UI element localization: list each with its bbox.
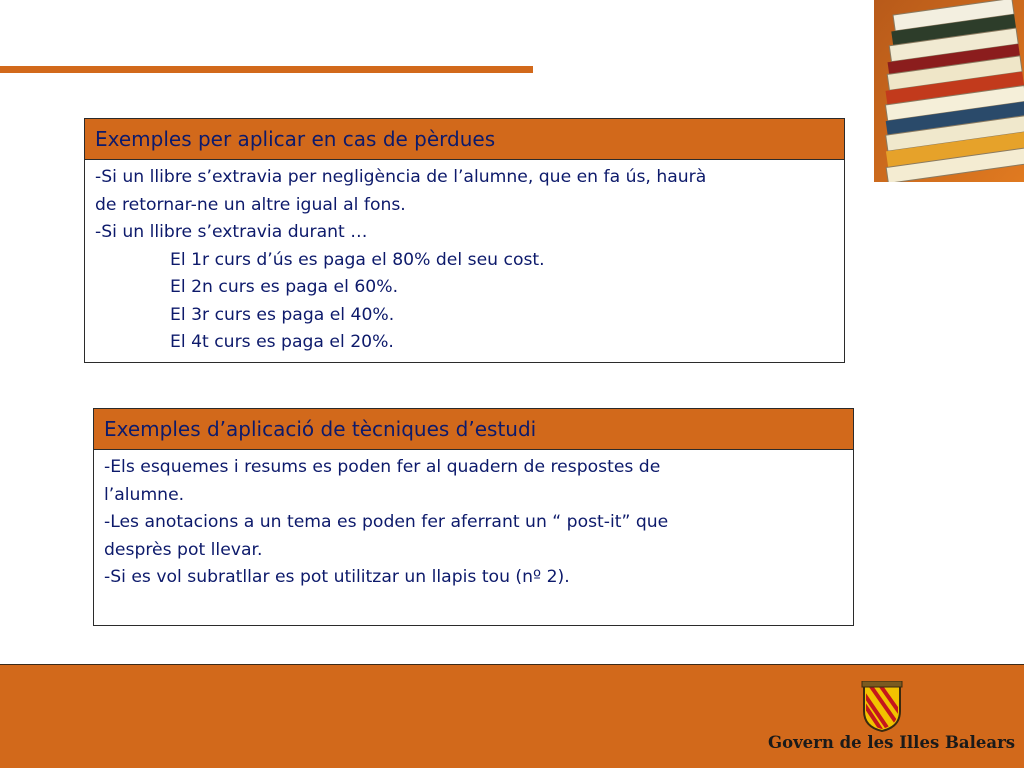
list-item: -Si un llibre s’extravia durant …	[95, 222, 368, 242]
list-item: El 2n curs es paga el 60%.	[170, 277, 399, 297]
stacked-books-icon	[874, 0, 1024, 182]
list-item: de retornar-ne un altre igual al fons.	[95, 194, 406, 215]
losses-examples-box	[84, 118, 845, 363]
study-techniques-box	[93, 408, 854, 626]
study-techniques-title: Exemples d’aplicació de tècniques d’estudi	[94, 409, 853, 450]
list-item: -Les anotacions a un tema es poden fer aferrant un “ post-it” que	[104, 512, 669, 532]
list-item: l’alumne.	[104, 484, 185, 505]
list-item: desprès pot llevar.	[104, 539, 263, 560]
list-item: -Si es vol subratllar es pot utilitzar un llapis tou (nº 2).	[104, 567, 570, 587]
top-accent-bar	[0, 66, 533, 73]
study-techniques-body	[94, 450, 853, 592]
list-item: El 3r curs es paga el 40%.	[170, 304, 395, 325]
losses-examples-body	[85, 160, 844, 357]
footer-bar	[0, 664, 1024, 768]
losses-examples-title: Exemples per aplicar en cas de pèrdues	[85, 119, 844, 160]
list-item: El 4t curs es paga el 20%.	[170, 332, 394, 352]
list-item: El 1r curs d’ús es paga el 80% del seu cost.	[170, 249, 545, 270]
balearic-coat-of-arms-icon	[858, 681, 906, 733]
list-item: -Si un llibre s’extravia per negligència de l’alumne, que en fa ús, haurà	[95, 167, 707, 187]
list-item: -Els esquemes i resums es poden fer al quadern de respostes de	[104, 457, 661, 477]
organization-logo-text: Govern de les Illes Balears	[768, 733, 1016, 752]
